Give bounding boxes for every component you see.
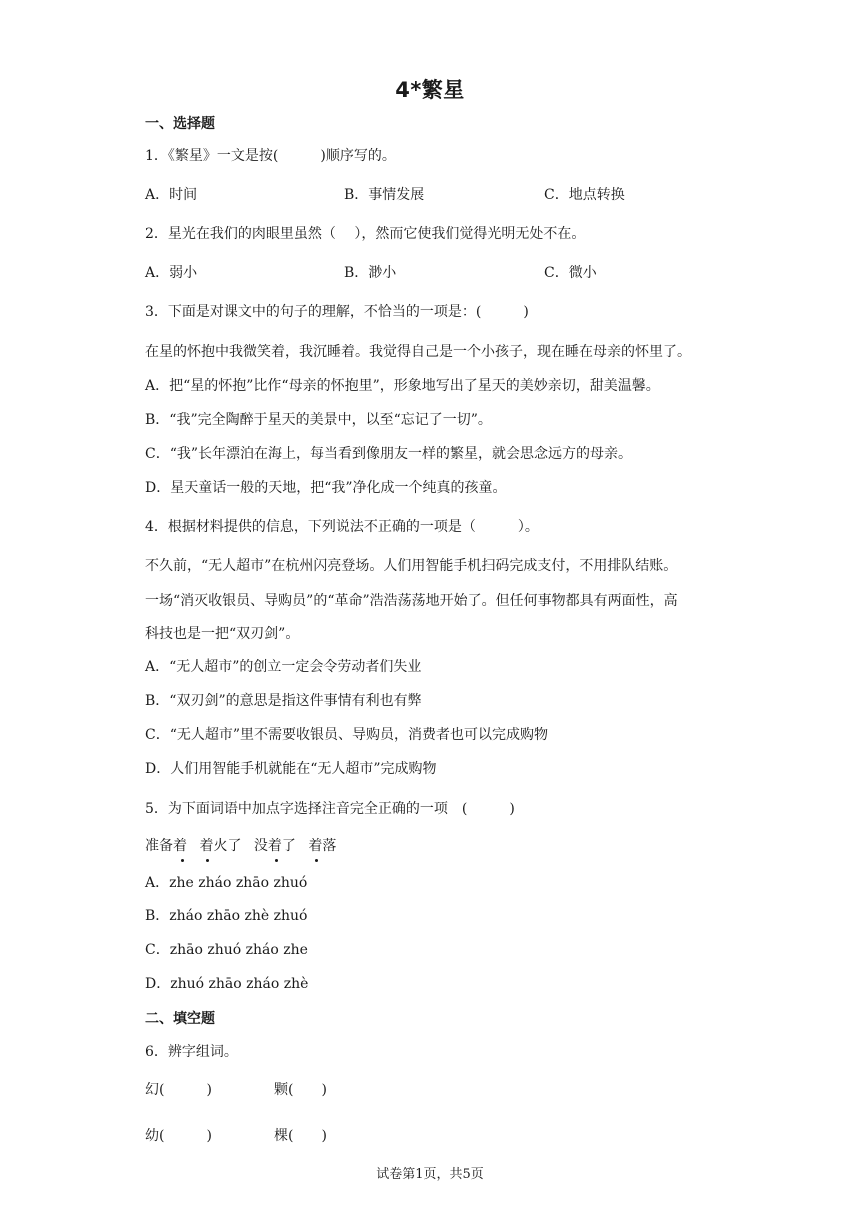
page-title: 4*繁星 [395,78,465,102]
emphasis-dot-icon [275,859,278,862]
emphasis-dot-icon [315,859,318,862]
question-3-option-c: C．“我”长年漂泊在海上，每当看到像朋友一样的繁星，就会思念远方的母亲。 [145,446,633,462]
question-6-item-1: 幻( ) [145,1082,212,1098]
question-5-words [145,836,344,856]
question-2-option-c: C．微小 [544,265,597,281]
question-2-option-a: A．弱小 [145,265,198,281]
section-heading-fill: 二、填空题 [145,1011,215,1027]
q5-word-2: 着火了 [199,836,241,856]
question-1-option-c: C．地点转换 [544,187,625,203]
question-4-option-d: D．人们用智能手机就能在“无人超市”完成购物 [145,761,437,777]
question-3-option-b: B．“我”完全陶醉于星天的美景中，以至“忘记了一切”。 [145,412,492,428]
question-4-passage-line-1: 不久前，“无人超市”在杭州闪亮登场。人们用智能手机扫码完成支付，不用排队结账。 [145,558,678,574]
emphasis-dot-icon [206,859,209,862]
q5-word-4: 着落 [308,836,336,856]
question-5-option-b: B．zháo zhāo zhè zhuó [145,908,308,924]
question-1-option-a: A．时间 [145,187,198,203]
question-2-option-b: B．渺小 [344,265,397,281]
question-6-item-4: 棵( ) [274,1128,327,1144]
question-6-stem: 6．辨字组词。 [145,1044,238,1060]
question-3-stem: 3．下面是对课文中的句子的理解，不恰当的一项是：( ) [145,304,529,320]
question-4-stem: 4．根据材料提供的信息，下列说法不正确的一项是（ ）。 [145,519,539,535]
page-footer: 试卷第1页，共5页 [376,1167,484,1182]
question-5-option-d: D．zhuó zhāo zháo zhè [145,976,309,992]
question-5-option-a: A．zhe zháo zhāo zhuó [145,875,308,891]
emphasis-dot-icon [181,859,184,862]
q5-word-1: 准备着 [145,836,187,856]
question-4-passage-line-3: 科技也是一把“双刃剑”。 [145,626,300,642]
question-4-option-b: B．“双刃剑”的意思是指这件事情有利也有弊 [145,693,422,709]
section-heading-choice: 一、选择题 [145,116,215,132]
q5-word-3: 没着了 [254,836,296,856]
question-3-option-a: A．把“星的怀抱”比作“母亲的怀抱里”，形象地写出了星天的美妙亲切，甜美温馨。 [145,378,660,394]
question-4-option-a: A．“无人超市”的创立一定会令劳动者们失业 [145,659,422,675]
question-3-passage: 在星的怀抱中我微笑着，我沉睡着。我觉得自己是一个小孩子，现在睡在母亲的怀里了。 [145,344,691,360]
question-6-item-2: 颗( ) [274,1082,327,1098]
question-3-option-d: D．星天童话一般的天地，把“我”净化成一个纯真的孩童。 [145,480,507,496]
question-5-option-c: C．zhāo zhuó zháo zhe [145,942,308,958]
question-1-stem: 1．《繁星》一文是按( )顺序写的。 [145,148,396,164]
question-5-stem: 5．为下面词语中加点字选择注音完全正确的一项 ( ) [145,801,515,817]
question-1-option-b: B．事情发展 [344,187,425,203]
question-4-passage-line-2: 一场“消灭收银员、导购员”的“革命”浩浩荡荡地开始了。但任何事物都具有两面性，高 [145,593,678,609]
question-6-item-3: 幼( ) [145,1128,212,1144]
question-2-stem: 2．星光在我们的肉眼里虽然（ ），然而它使我们觉得光明无处不在。 [145,226,586,242]
question-4-option-c: C．“无人超市”里不需要收银员、导购员，消费者也可以完成购物 [145,727,549,743]
